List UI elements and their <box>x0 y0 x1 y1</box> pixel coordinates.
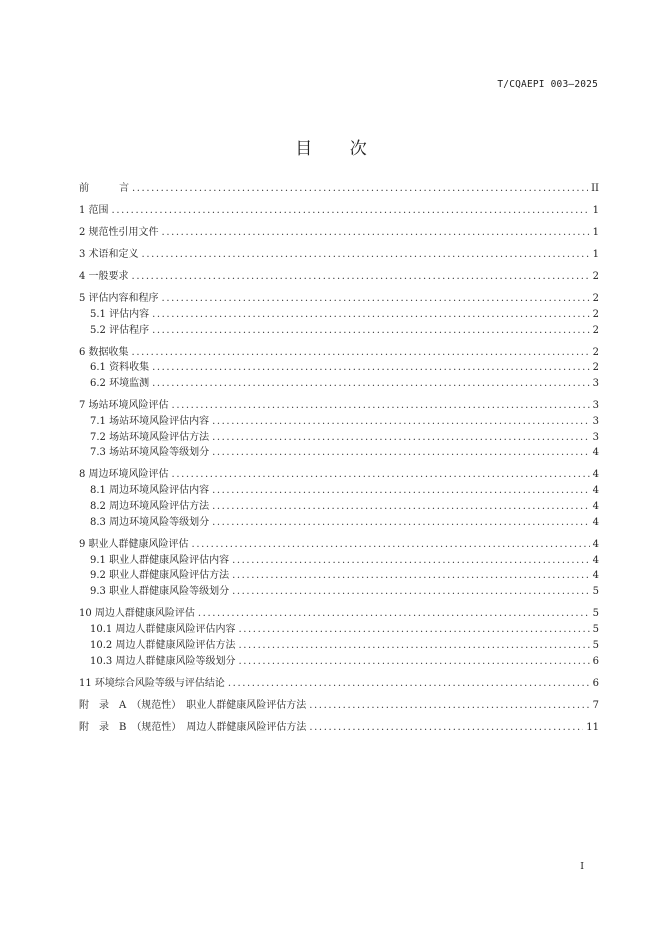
toc-entry[interactable] <box>79 361 599 377</box>
toc-entry-label: 8.1 周边环境风险评估内容 <box>90 485 210 497</box>
toc-leader-dots <box>212 415 590 429</box>
toc-entry-page: 2 <box>592 362 599 374</box>
toc-entry-page: 2 <box>592 346 599 358</box>
toc-leader-dots <box>238 623 589 637</box>
toc-leader-dots <box>162 292 590 306</box>
toc-entry-page: 4 <box>592 469 599 481</box>
toc-entry-label: 6.2 环境监测 <box>90 378 150 390</box>
toc-entry[interactable] <box>79 292 599 308</box>
toc-entry-page: 4 <box>592 554 599 566</box>
toc-entry-page: 5 <box>592 586 599 598</box>
toc-leader-dots <box>309 721 583 735</box>
toc-leader-dots <box>152 361 590 375</box>
toc-entry[interactable] <box>79 585 599 601</box>
toc-entry-page: 2 <box>592 292 599 304</box>
toc-entry-page: 11 <box>586 721 599 733</box>
toc-leader-dots <box>309 699 589 713</box>
toc-entry[interactable] <box>79 655 599 671</box>
toc-entry-label: 7.3 场站环境风险等级划分 <box>90 447 210 459</box>
toc-leader-dots <box>172 468 590 482</box>
toc-leader-dots <box>212 484 590 498</box>
toc-entry-page: 2 <box>592 308 599 320</box>
toc-entry-label: 8.3 周边环境风险等级划分 <box>90 516 210 528</box>
toc-entry-label: 附 录 A （规范性） 职业人群健康风险评估方法 <box>79 699 307 711</box>
toc-entry-label: 1 范围 <box>79 204 109 216</box>
toc-entry[interactable] <box>79 607 599 623</box>
toc-entry[interactable] <box>79 639 599 655</box>
toc-leader-dots <box>212 500 590 514</box>
toc-entry-page: 5 <box>592 624 599 635</box>
toc-entry-page: 5 <box>592 639 599 651</box>
page-number: I <box>580 861 584 872</box>
toc-entry-page: 4 <box>592 447 599 459</box>
toc-entry-page: 2 <box>592 270 599 282</box>
toc-entry[interactable] <box>79 270 599 286</box>
toc-entry[interactable] <box>79 721 599 737</box>
toc-entry-page: 4 <box>592 516 599 528</box>
toc-entry-page: 3 <box>592 400 599 412</box>
toc-entry[interactable] <box>79 399 599 415</box>
toc-entry-label: 5.2 评估程序 <box>90 324 150 336</box>
toc-entry-page: 6 <box>592 677 599 689</box>
toc-leader-dots <box>142 248 590 262</box>
toc-leader-dots <box>212 446 590 460</box>
toc-entry[interactable] <box>79 248 599 264</box>
toc-entry-label: 9.2 职业人群健康风险评估方法 <box>90 570 230 582</box>
toc-entry[interactable] <box>79 204 599 220</box>
toc-entry-page: 5 <box>592 608 599 620</box>
toc-entry-label: 10 周边人群健康风险评估 <box>79 608 195 620</box>
toc-entry-label: 10.3 周边人群健康风险等级划分 <box>90 655 236 667</box>
toc-entry[interactable] <box>79 484 599 500</box>
toc-entry-page: 4 <box>592 570 599 582</box>
toc-entry-label: 8 周边环境风险评估 <box>79 469 169 481</box>
toc-entry-page: 3 <box>592 415 599 427</box>
standard-id: T/CQAEPI 003—2025 <box>497 79 598 90</box>
toc-entry[interactable] <box>79 569 599 585</box>
toc-entry-label: 7 场站环境风险评估 <box>79 400 169 412</box>
toc-entry-label: 前 言 <box>79 183 129 194</box>
toc-entry[interactable] <box>79 516 599 532</box>
toc-entry[interactable] <box>79 468 599 484</box>
toc-entry-label: 7.1 场站环境风险评估内容 <box>90 415 210 427</box>
toc-leader-dots <box>232 569 590 583</box>
toc-entry-label: 6.1 资料收集 <box>90 362 150 374</box>
toc-leader-dots <box>152 377 590 391</box>
toc-leader-dots <box>212 431 590 445</box>
toc-entry[interactable] <box>79 346 599 362</box>
toc-leader-dots <box>112 204 590 218</box>
toc-entry[interactable] <box>79 623 599 639</box>
toc-entry-page: 3 <box>592 378 599 390</box>
toc-leader-dots <box>132 270 590 284</box>
toc-entry-page: 1 <box>592 204 599 216</box>
toc-entry-page: II <box>591 183 599 194</box>
toc-entry-page: 6 <box>592 655 599 667</box>
toc-leader-dots <box>238 655 589 669</box>
toc-entry-label: 附 录 B （规范性） 周边人群健康风险评估方法 <box>79 721 307 733</box>
toc-entry-page: 7 <box>592 699 599 711</box>
toc-entry-label: 9.3 职业人群健康风险等级划分 <box>90 586 230 598</box>
toc-entry-label: 10.2 周边人群健康风险评估方法 <box>90 639 236 651</box>
toc-leader-dots <box>132 182 588 196</box>
toc-entry[interactable] <box>79 377 599 393</box>
toc-leader-dots <box>192 538 590 552</box>
toc-entry-label: 9.1 职业人群健康风险评估内容 <box>90 554 230 566</box>
toc-entry[interactable] <box>79 554 599 570</box>
page-title: 目 次 <box>295 139 367 159</box>
toc-entry-page: 4 <box>592 501 599 513</box>
toc-entry[interactable] <box>79 446 599 462</box>
toc-entry[interactable] <box>79 182 599 198</box>
toc-entry-page: 2 <box>592 324 599 336</box>
toc-leader-dots <box>152 308 590 322</box>
toc-entry-label: 9 职业人群健康风险评估 <box>79 538 189 550</box>
toc-entry-label: 11 环境综合风险等级与评估结论 <box>79 677 225 689</box>
toc-leader-dots <box>232 554 590 568</box>
toc-entry-label: 4 一般要求 <box>79 270 129 282</box>
table-of-contents <box>79 182 599 736</box>
toc-entry[interactable] <box>79 431 599 447</box>
toc-leader-dots <box>152 324 590 338</box>
toc-entry[interactable] <box>79 324 599 340</box>
toc-leader-dots <box>162 226 590 240</box>
toc-entry-label: 3 术语和定义 <box>79 248 139 260</box>
toc-leader-dots <box>212 516 590 530</box>
toc-entry-label: 6 数据收集 <box>79 346 129 358</box>
toc-leader-dots <box>228 677 590 691</box>
toc-entry-label: 8.2 周边环境风险评估方法 <box>90 501 210 513</box>
toc-entry-label: 5 评估内容和程序 <box>79 292 159 304</box>
toc-entry-page: 4 <box>592 538 599 550</box>
toc-leader-dots <box>238 639 589 653</box>
toc-leader-dots <box>172 399 590 413</box>
toc-entry[interactable] <box>79 699 599 715</box>
toc-entry[interactable] <box>79 308 599 324</box>
toc-entry-label: 5.1 评估内容 <box>90 308 150 320</box>
toc-entry-page: 3 <box>592 431 599 443</box>
toc-entry[interactable] <box>79 415 599 431</box>
toc-entry[interactable] <box>79 500 599 516</box>
toc-leader-dots <box>198 607 590 621</box>
toc-entry-label: 7.2 场站环境风险评估方法 <box>90 431 210 443</box>
toc-entry[interactable] <box>79 538 599 554</box>
toc-entry-page: 4 <box>592 485 599 497</box>
toc-leader-dots <box>232 585 590 599</box>
toc-entry[interactable] <box>79 677 599 693</box>
toc-leader-dots <box>132 346 590 360</box>
toc-entry-label: 2 规范性引用文件 <box>79 226 159 238</box>
toc-entry[interactable] <box>79 226 599 242</box>
toc-entry-label: 10.1 周边人群健康风险评估内容 <box>90 624 236 635</box>
toc-entry-page: 1 <box>592 226 599 238</box>
toc-entry-page: 1 <box>592 248 599 260</box>
